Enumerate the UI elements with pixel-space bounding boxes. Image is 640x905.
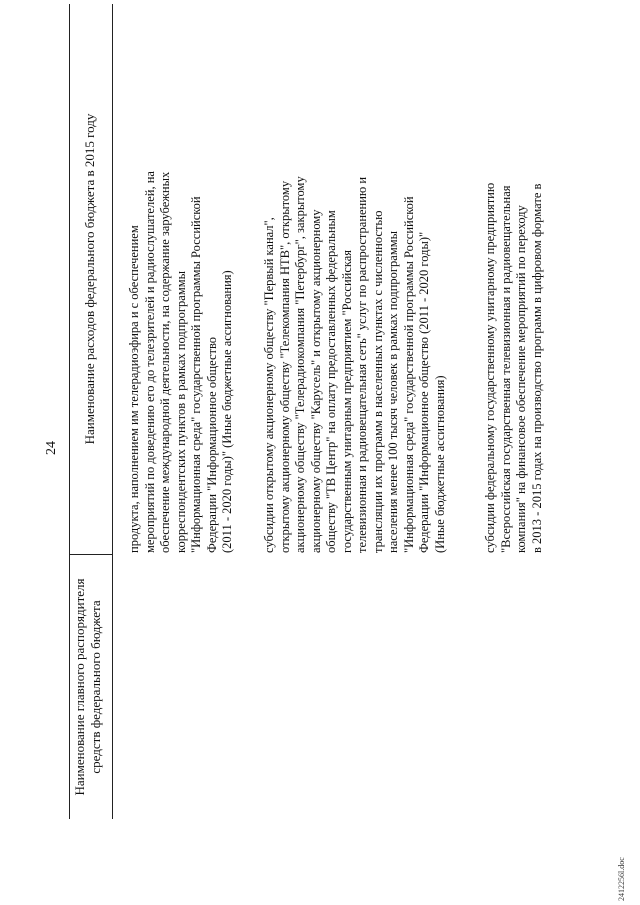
entry-line: мероприятий по доведению его до телезрителей и радиослушателей, на [142,171,157,553]
entry-line: государственным унитарным предприятием "Российская [339,249,354,553]
table-top-border [69,4,70,819]
entry-line: субсидии открытому акционерному обществу "Первый канал", [262,217,276,553]
header-bottom-border [112,4,113,819]
entry-line: "Информационная среда" государственной программы Российской [189,196,203,553]
entry-line: трансляции их программ в населенных пунктах с численностью [370,210,385,553]
entry-line: (2011 - 2020 годы)" (Иные бюджетные ассигнования) [220,270,234,553]
entry-line: акционерному обществу "Карусель" и открытому акционерному [308,209,323,553]
header-column-divider [69,554,112,555]
entry-line: в 2013 - 2015 годах на производство программ в цифровом формате в [529,183,544,553]
entry-line: субсидии федеральному государственному унитарному предприятию [483,182,497,553]
document-file-id: 2412256l.doc [617,857,626,901]
entry-line: акционерному обществу "Телерадиокомпания "Петербург", закрытому [293,176,307,553]
entry-line: обеспечение международной деятельности, на содержание зарубежных [158,171,172,553]
entry-line: телевизионная и радиовещательная сеть" услуг по распространению и [355,176,369,553]
entry-line: корреспондентских пунктов в рамках подпрограммы [173,270,188,553]
entry-line: "Всероссийская государственная телевизионная и радиовещательная [498,185,513,553]
entry-line: продукта, наполнением им телерадиоэфира и с обеспечением [127,225,141,553]
expense-entry [262,5,448,553]
expense-entry [127,5,236,553]
entry-line: "Информационная среда" государственной программы Российской [401,196,416,553]
expense-entry [483,5,545,553]
entry-line: населения менее 100 тысяч человек в рамках подпрограммы [386,230,400,553]
column-header-distributor: Наименование главного распорядителя средств федерального бюджета [72,578,103,796]
entry-line: открытому акционерному обществу "Телекомпания НТВ", открытому [277,180,292,553]
column-header-expenses: Наименование расходов федерального бюджета в 2015 году [82,113,97,445]
entry-line: Федерации "Информационное общество (2011 - 2020 годы)" [417,231,431,553]
entry-line: Федерации "Информационное общество [204,336,219,553]
entry-line: компания" на финансовое обеспечение мероприятий по переходу [514,205,528,553]
entry-line: (Иные бюджетные ассигнования) [432,375,447,553]
entry-line: обществу "ТВ Центр" на оплату предоставленных федеральным [324,210,338,553]
page-number: 24 [44,441,59,455]
